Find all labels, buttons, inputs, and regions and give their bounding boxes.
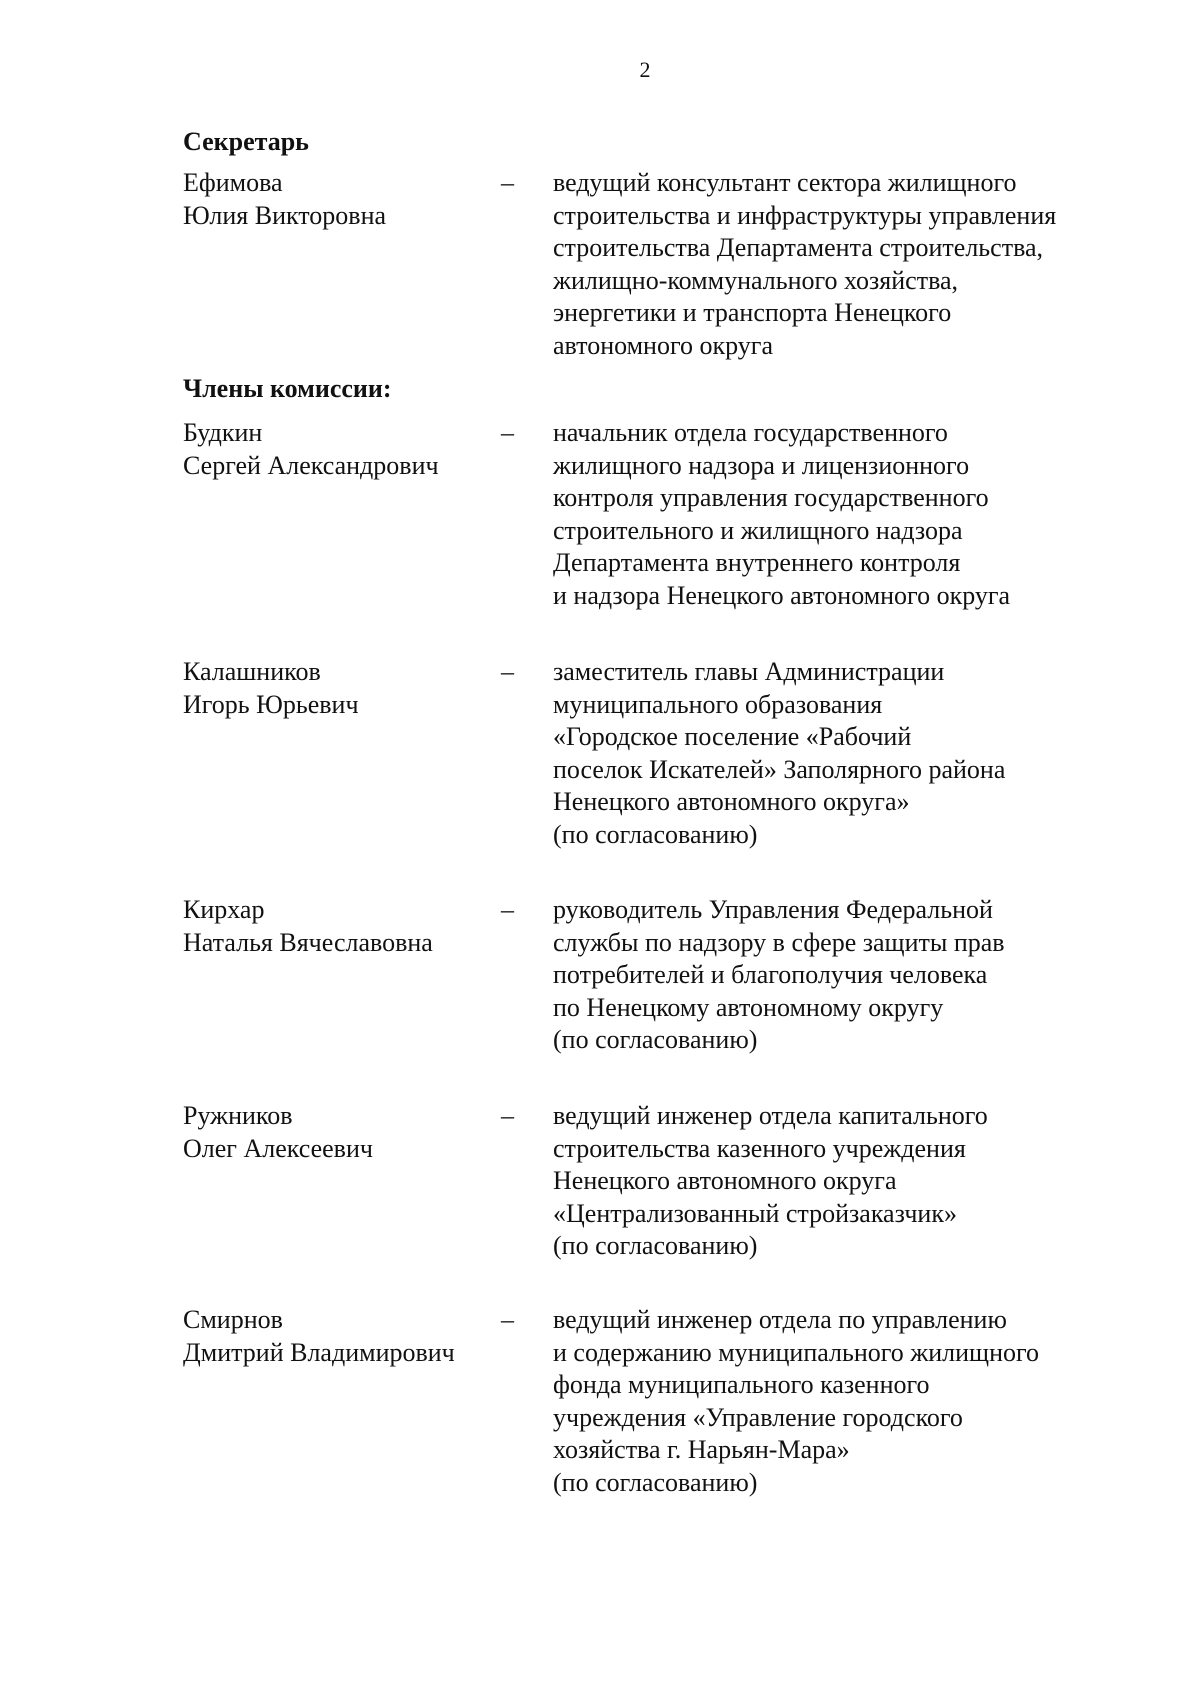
surname: Ружников [183, 1101, 293, 1130]
person-name [183, 656, 503, 721]
position-line: строительства и инфраструктуры управления [553, 200, 1057, 230]
position-line: учреждения «Управление городского [553, 1402, 963, 1432]
members-heading: Члены комиссии: [183, 374, 392, 403]
given-names: Дмитрий Владимирович [183, 1337, 455, 1367]
position-line: контроля управления государственного [553, 483, 989, 512]
position-line: заместитель главы Администрации [553, 657, 945, 686]
position-line: жилищного надзора и лицензионного [553, 450, 970, 480]
position-text [553, 1100, 1113, 1263]
given-names: Сергей Александрович [183, 450, 439, 480]
position-line: «Городское поселение «Рабочий [553, 722, 912, 751]
dash: – [501, 1101, 514, 1130]
position-line: строительства казенного учреждения [553, 1133, 966, 1163]
person-name [183, 894, 503, 959]
position-line: ведущий консультант сектора жилищного [553, 168, 1017, 197]
position-line: жилищно-коммунального хозяйства, [553, 265, 959, 295]
position-text [553, 417, 1113, 612]
position-line: начальник отдела государственного [553, 418, 948, 447]
surname: Смирнов [183, 1305, 283, 1334]
position-line: службы по надзору в сфере защиты прав [553, 927, 1005, 957]
position-line: и надзора Ненецкого автономного округа [553, 580, 1011, 610]
position-line: фонда муниципального казенного [553, 1370, 930, 1399]
position-line: ведущий инженер отдела по управлению [553, 1305, 1007, 1334]
given-names: Наталья Вячеславовна [183, 927, 433, 957]
dash: – [501, 895, 514, 924]
position-text [553, 894, 1113, 1057]
position-line: (по согласованию) [553, 1467, 758, 1497]
position-line: Ненецкого автономного округа [553, 1166, 897, 1195]
person-name [183, 1304, 503, 1369]
given-names: Юлия Викторовна [183, 200, 387, 230]
person-name [183, 417, 503, 482]
surname: Кирхар [183, 895, 265, 924]
dash: – [501, 1305, 514, 1334]
dash: – [501, 657, 514, 686]
position-line: строительного и жилищного надзора [553, 515, 963, 545]
surname: Ефимова [183, 168, 283, 197]
position-line: руководитель Управления Федеральной [553, 895, 993, 924]
position-text [553, 656, 1113, 851]
position-line: энергетики и транспорта Ненецкого [553, 298, 952, 327]
position-line: Департамента внутреннего контроля [553, 548, 961, 577]
dash: – [501, 168, 514, 197]
position-line: автономного округа [553, 330, 773, 360]
position-line: Ненецкого автономного округа» [553, 787, 910, 816]
position-line: и содержанию муниципального жилищного [553, 1337, 1040, 1367]
position-text [553, 1304, 1113, 1499]
position-line: (по согласованию) [553, 819, 758, 849]
position-line: (по согласованию) [553, 1231, 758, 1260]
position-line: строительства Департамента строительства, [553, 233, 1044, 262]
position-text [553, 167, 1113, 362]
position-line: хозяйства г. Нарьян-Мара» [553, 1435, 850, 1464]
surname: Будкин [183, 418, 263, 447]
given-names: Олег Алексеевич [183, 1133, 373, 1163]
position-line: муниципального образования [553, 689, 883, 719]
position-line: потребителей и благополучия человека [553, 960, 988, 989]
person-name [183, 167, 503, 232]
position-line: по Ненецкому автономному округу [553, 992, 944, 1022]
person-name [183, 1100, 503, 1165]
position-line: (по согласованию) [553, 1025, 758, 1054]
position-line: поселок Искателей» Заполярного района [553, 754, 1006, 784]
dash: – [501, 418, 514, 447]
position-line: ведущий инженер отдела капитального [553, 1101, 988, 1130]
given-names: Игорь Юрьевич [183, 689, 359, 719]
surname: Калашников [183, 657, 321, 686]
position-line: «Централизованный стройзаказчик» [553, 1198, 957, 1228]
secretary-heading: Секретарь [183, 127, 309, 156]
page-number: 2 [639, 57, 651, 82]
